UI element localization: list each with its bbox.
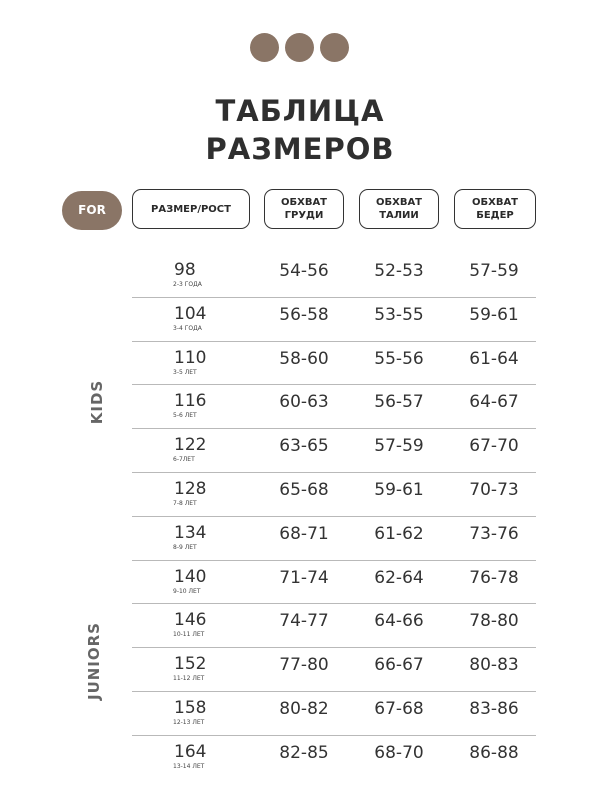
title-line-1: ТАБЛИЦА [215, 94, 385, 128]
chest-value: 77-80 [279, 655, 329, 676]
header-hips [454, 189, 536, 229]
table-row [132, 473, 536, 517]
chest-value: 82-85 [279, 742, 329, 763]
group-label-kids: KIDS [88, 379, 106, 425]
waist-value: 59-61 [374, 479, 424, 500]
decorative-dots [250, 33, 350, 63]
title-line-2: РАЗМЕРОВ [205, 132, 395, 166]
waist-value: 52-53 [374, 261, 424, 281]
group-label-juniors: JUNIORS [85, 622, 103, 701]
table-row [132, 561, 536, 605]
waist-value: 61-62 [374, 523, 424, 544]
hips-value: 78-80 [469, 611, 519, 632]
size-value: 146 [174, 610, 207, 631]
hips-value: 67-70 [469, 436, 519, 457]
hips-value: 80-83 [469, 655, 519, 676]
table-row [132, 692, 536, 736]
dot-icon [250, 33, 279, 62]
header-waist [359, 189, 439, 229]
hips-value: 73-76 [469, 523, 519, 544]
age-value: 13-14 ЛЕТ [173, 762, 205, 770]
chest-value: 65-68 [279, 479, 329, 500]
header-hips-line2: БЕДЕР [476, 210, 514, 221]
table-row [132, 604, 536, 648]
waist-value: 55-56 [374, 348, 424, 369]
waist-value: 67-68 [374, 698, 424, 719]
size-value: 116 [174, 391, 207, 412]
size-value: 128 [174, 478, 207, 499]
waist-value: 62-64 [374, 567, 424, 588]
age-value: 12-13 ЛЕТ [173, 718, 205, 726]
age-value: 11-12 ЛЕТ [173, 675, 205, 683]
size-value: 164 [174, 741, 207, 762]
size-value: 110 [174, 347, 207, 368]
age-value: 10-11 ЛЕТ [173, 631, 205, 639]
table-row [132, 385, 536, 429]
header-size [132, 189, 250, 229]
waist-value: 57-59 [374, 436, 424, 457]
waist-value: 68-70 [374, 742, 424, 763]
header-size-label: РАЗМЕР/РОСТ [151, 203, 231, 215]
chest-value: 63-65 [279, 436, 329, 457]
hips-value: 61-64 [469, 348, 519, 369]
size-value: 98 [174, 260, 196, 280]
hips-value: 86-88 [469, 742, 519, 763]
header-chest [264, 189, 344, 229]
age-value: 7-8 ЛЕТ [173, 499, 197, 507]
header-chest-line1: ОБХВАТ [280, 197, 327, 208]
hips-value: 64-67 [469, 392, 519, 413]
age-value: 9-10 ЛЕТ [173, 587, 201, 595]
chest-value: 80-82 [279, 698, 329, 719]
table-row [132, 517, 536, 561]
for-badge: FOR [62, 191, 122, 230]
chest-value: 54-56 [279, 261, 329, 281]
page-title [0, 92, 600, 168]
age-value: 5-6 ЛЕТ [173, 412, 197, 420]
chest-value: 58-60 [279, 348, 329, 369]
waist-value: 64-66 [374, 611, 424, 632]
chest-value: 56-58 [279, 304, 329, 325]
hips-value: 70-73 [469, 479, 519, 500]
header-waist-line2: ТАЛИИ [379, 210, 419, 221]
waist-value: 66-67 [374, 655, 424, 676]
size-value: 152 [174, 654, 207, 675]
size-value: 104 [174, 303, 207, 324]
size-value: 140 [174, 566, 207, 587]
age-value: 3-5 ЛЕТ [173, 368, 197, 376]
chest-value: 60-63 [279, 392, 329, 413]
age-value: 2-3 ГОДА [173, 281, 202, 288]
hips-value: 76-78 [469, 567, 519, 588]
dot-icon [285, 33, 314, 62]
header-chest-line2: ГРУДИ [284, 210, 324, 221]
age-value: 8-9 ЛЕТ [173, 543, 197, 551]
table-row [132, 736, 536, 780]
size-table [132, 254, 536, 780]
header-waist-line1: ОБХВАТ [375, 197, 422, 208]
hips-value: 83-86 [469, 698, 519, 719]
hips-value: 57-59 [469, 261, 519, 281]
table-row [132, 648, 536, 692]
chest-value: 71-74 [279, 567, 329, 588]
waist-value: 53-55 [374, 304, 424, 325]
size-value: 122 [174, 435, 207, 456]
age-value: 3-4 ГОДА [173, 324, 202, 332]
table-row [132, 342, 536, 386]
table-row [132, 254, 536, 298]
chest-value: 68-71 [279, 523, 329, 544]
dot-icon [320, 33, 349, 62]
table-row [132, 298, 536, 342]
hips-value: 59-61 [469, 304, 519, 325]
table-row [132, 429, 536, 473]
age-value: 6-7ЛЕТ [173, 456, 195, 464]
size-value: 158 [174, 697, 207, 718]
header-hips-line1: ОБХВАТ [471, 197, 518, 208]
size-value: 134 [174, 522, 207, 543]
chest-value: 74-77 [279, 611, 329, 632]
waist-value: 56-57 [374, 392, 424, 413]
